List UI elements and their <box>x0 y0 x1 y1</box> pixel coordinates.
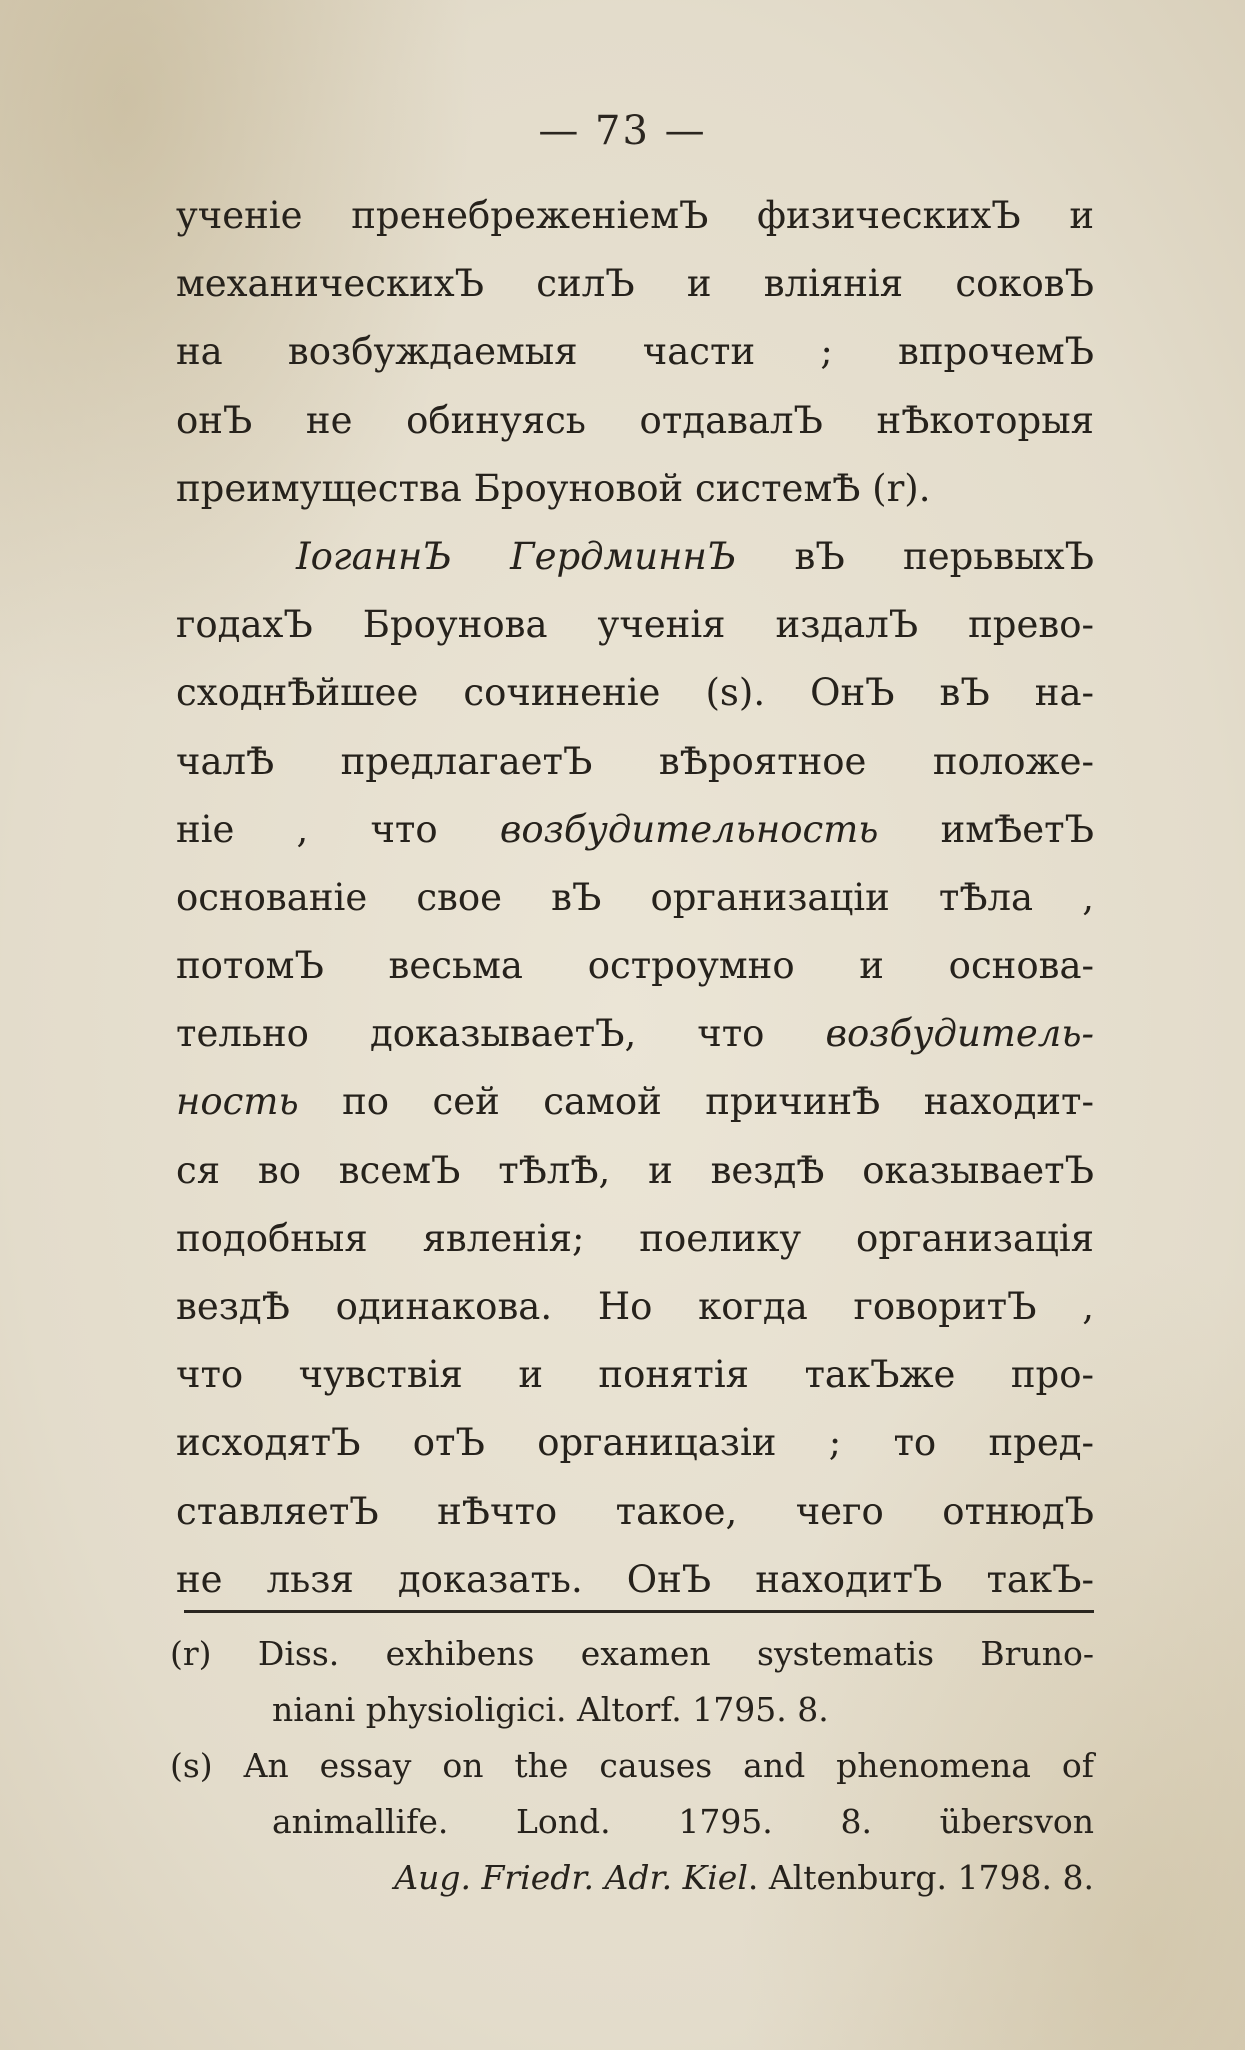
body-line <box>176 387 1094 455</box>
body-text-run: возбудительность <box>499 807 879 851</box>
footnote-text-run: . Altenburg. 1798. 8. <box>747 1858 1094 1897</box>
body-line <box>176 796 1094 864</box>
footnote-rule <box>184 1610 1094 1613</box>
body-line <box>176 1273 1094 1341</box>
body-line <box>176 1409 1094 1477</box>
body-line <box>176 523 1094 591</box>
body-text-run: возбудитель- <box>825 1012 1094 1056</box>
footnote-line <box>170 1626 1094 1682</box>
body-line <box>176 1205 1094 1273</box>
footnote-line <box>170 1794 1094 1850</box>
body-text-run: ность <box>176 1080 299 1124</box>
body-text-run: подобныя явленія; поелику организація <box>176 1216 1094 1260</box>
body-text-run: чалѢ предлагаетЪ вѢроятное положе- <box>176 739 1094 783</box>
body-text-run: преимущества Броуновой системѢ (r). <box>176 466 931 510</box>
body-line <box>176 250 1094 318</box>
body-text-run: ученіе пренебреженіемЪ физическихЪ и <box>176 194 1094 237</box>
body-text-run: онЪ не обинуясь отдавалЪ нѢкоторыя <box>176 398 1094 442</box>
body-text-run: не льзя доказать. ОнЪ находитЪ такЪ- <box>176 1557 1094 1601</box>
body-text-run: ніе , что <box>176 807 500 851</box>
page-number: — 73 — <box>538 108 707 154</box>
body-text-run: исходятЪ отЪ органицазіи ; то пред- <box>176 1421 1094 1465</box>
body-line <box>176 318 1094 386</box>
body-text <box>176 182 1094 1614</box>
body-text-run: вЪ перьвыхЪ <box>736 534 1094 578</box>
body-text-run: механическихЪ силЪ и вліянія соковЪ <box>176 262 1094 306</box>
body-text-run: сходнѢйшее сочиненіе (s). ОнЪ вЪ на- <box>176 671 1094 715</box>
body-text-run: ся во всемЪ тѢлѢ, и вездѢ оказываетЪ <box>176 1148 1094 1192</box>
body-text-run: ставляетЪ нѢчто такое, чего отнюдЪ <box>176 1489 1094 1533</box>
body-text-run: что чувствія и понятія такЪже про- <box>176 1353 1094 1397</box>
body-line <box>176 864 1094 932</box>
body-line <box>176 659 1094 727</box>
body-text-run: по сей самой причинѢ находит- <box>298 1080 1094 1124</box>
footnote-line <box>170 1682 1094 1738</box>
body-text-run: вездѢ одинакова. Но когда говоритЪ , <box>176 1285 1094 1328</box>
body-text-run: годахЪ Броунова ученія издалЪ прево- <box>176 603 1094 647</box>
body-line <box>176 1068 1094 1136</box>
body-text-run: потомЪ весьма остроумно и основа- <box>176 944 1094 988</box>
footnote-line <box>170 1850 1094 1906</box>
body-line <box>176 1137 1094 1205</box>
body-line <box>176 1478 1094 1546</box>
body-text-run: основаніе свое вЪ организаціи тѢла , <box>176 875 1094 919</box>
body-line <box>176 1341 1094 1409</box>
body-line <box>176 728 1094 796</box>
footnote-text-run: animallife. Lond. 1795. 8. übersvon <box>272 1802 1094 1841</box>
footnote-text-run: Aug. Friedr. Adr. Kiel <box>394 1858 748 1897</box>
footnote-text-run: niani physioligici. Altorf. 1795. 8. <box>272 1690 829 1729</box>
body-line <box>176 1546 1094 1614</box>
footnote-text-run: (s) An essay on the causes and phenomena of <box>170 1746 1094 1785</box>
body-line <box>176 182 1094 250</box>
footnotes <box>170 1626 1094 1906</box>
body-text-run: на возбуждаемыя части ; впрочемЪ <box>176 330 1094 374</box>
footnote-text-run: (r) Diss. exhibens examen systematis Bruno- <box>170 1634 1094 1673</box>
body-line <box>176 1000 1094 1068</box>
body-line <box>176 455 1094 523</box>
body-text-run: ІоганнЪ ГердминнЪ <box>296 534 737 578</box>
footnote-line <box>170 1738 1094 1794</box>
body-text-run: имѢетЪ <box>878 807 1094 851</box>
body-line <box>176 591 1094 659</box>
body-line <box>176 932 1094 1000</box>
body-text-run: тельно доказываетЪ, что <box>176 1012 826 1056</box>
